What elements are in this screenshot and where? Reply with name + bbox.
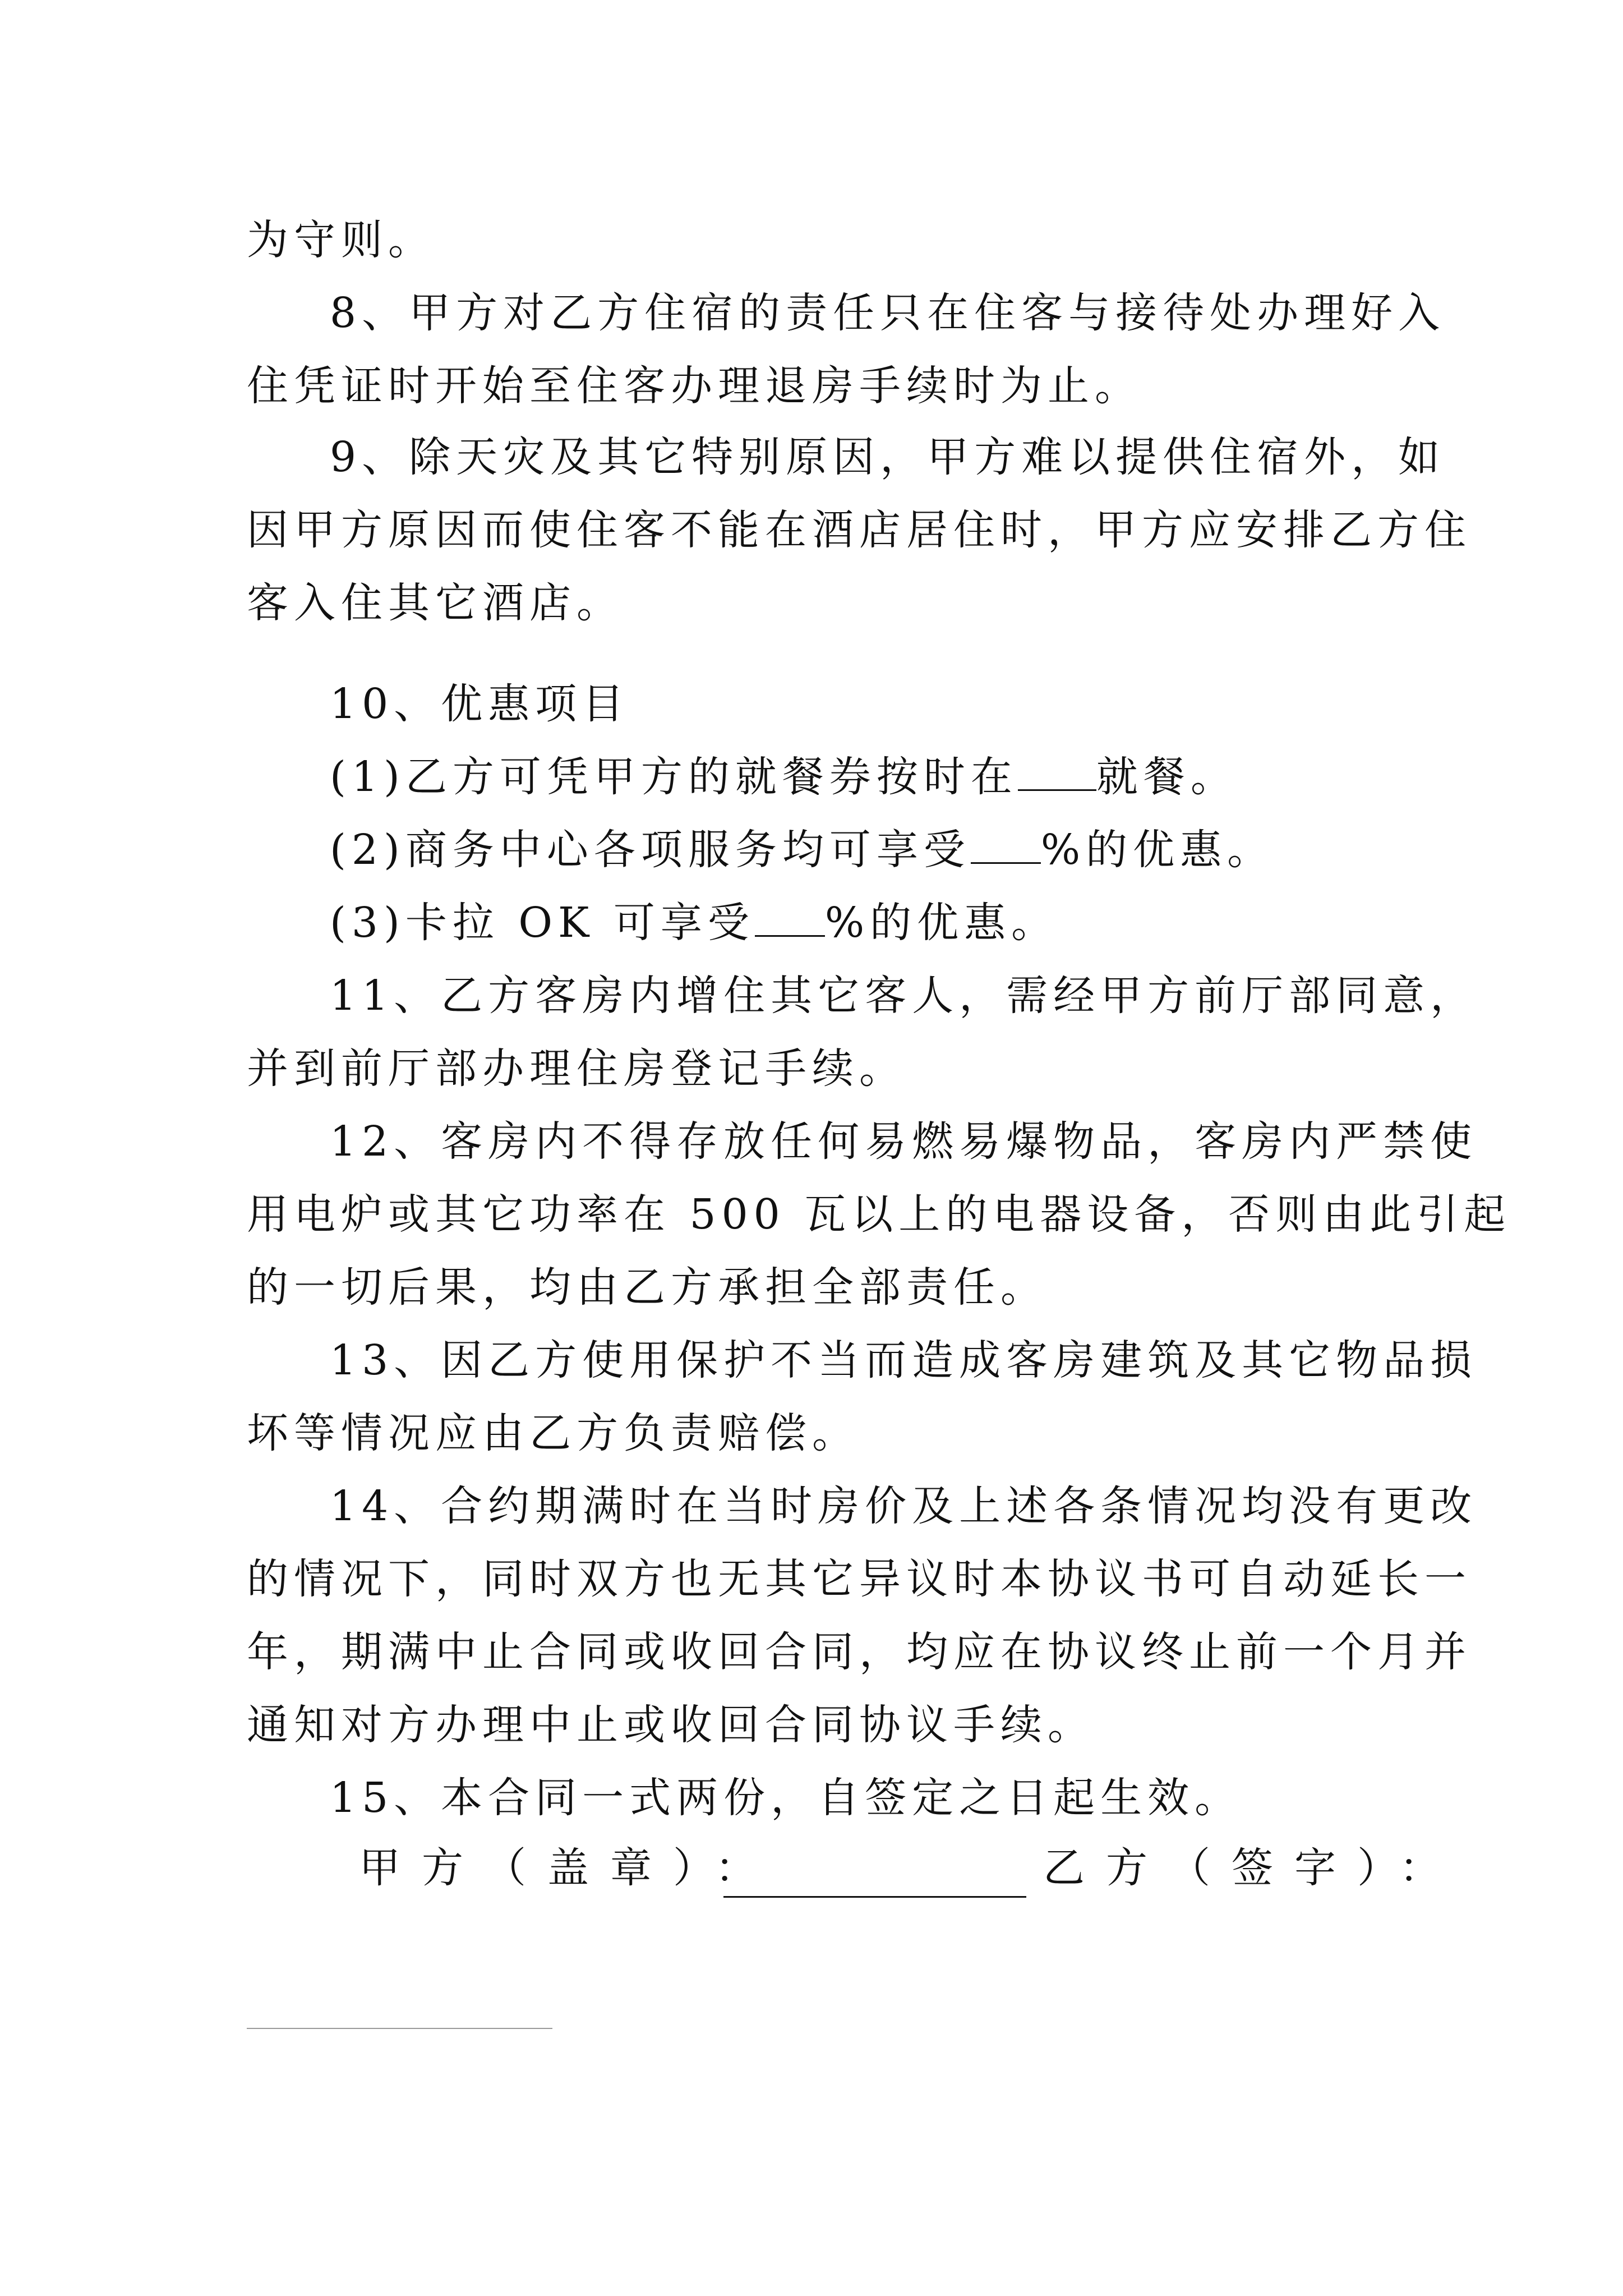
clause-7-tail: 为守则。 — [247, 216, 435, 264]
clause-9-line-3: 客入住其它酒店。 — [247, 579, 624, 627]
party-a-seal-label: 甲方（盖章）： — [359, 1844, 778, 1892]
clause-12-line-1: 12、客房内不得存放任何易燃易爆物品，客房内严禁使 — [330, 1117, 1478, 1166]
clause-14-line-2: 的情况下，同时双方也无其它异议时本协议书可自动延长一 — [247, 1555, 1472, 1603]
clause-10-item-1: (1)乙方可凭甲方的就餐券按时在 就餐。 — [247, 749, 1485, 805]
clause-14-line-4: 通知对方办理中止或收回合同协议手续。 — [247, 1701, 1095, 1749]
clause-9-line-2: 因甲方原因而使住客不能在酒店居住时，甲方应安排乙方住 — [247, 506, 1472, 554]
clause-11-line-2: 并到前厅部办理住房登记手续。 — [247, 1045, 906, 1093]
clause-8-line-2: 住凭证时开始至住客办理退房手续时为止。 — [247, 362, 1142, 410]
fill-in-blank-karaoke-discount[interactable] — [755, 896, 825, 937]
clause-10-item-3: (3)卡拉 OK 可享受 %的优惠。 — [247, 895, 1485, 951]
footnote-separator — [247, 2028, 552, 2029]
fill-in-blank-restaurant[interactable] — [1018, 750, 1096, 791]
fill-in-blank-business-discount[interactable] — [971, 823, 1041, 864]
clause-10-item-2: (2)商务中心各项服务均可享受 %的优惠。 — [247, 822, 1485, 878]
clause-15: 15、本合同一式两份，自签定之日起生效。 — [330, 1774, 1242, 1822]
clause-8-line-1: 8、甲方对乙方住宿的责任只在住客与接待处办理好入 — [330, 289, 1446, 337]
party-b-signature-label: 乙方（签字）： — [1043, 1844, 1462, 1892]
clause-14-line-3: 年，期满中止合同或收回合同，均应在协议终止前一个月并 — [247, 1628, 1472, 1676]
party-a-signature-line[interactable] — [723, 1896, 1026, 1898]
clause-10-heading: 10、优惠项目 — [330, 680, 630, 728]
clause-9-line-1: 9、除天灾及其它特别原因，甲方难以提供住宿外，如 — [330, 433, 1446, 481]
clause-13-line-2: 坏等情况应由乙方负责赔偿。 — [247, 1409, 859, 1457]
clause-14-line-1: 14、合约期满时在当时房价及上述各条情况均没有更改 — [330, 1482, 1478, 1530]
clause-13-line-1: 13、因乙方使用保护不当而造成客房建筑及其它物品损 — [330, 1336, 1478, 1384]
clause-12-line-3: 的一切后果，均由乙方承担全部责任。 — [247, 1263, 1048, 1312]
clause-11-line-1: 11、乙方客房内增住其它客人，需经甲方前厅部同意， — [330, 972, 1478, 1020]
clause-12-line-2: 用电炉或其它功率在 500 瓦以上的电器设备，否则由此引起 — [247, 1190, 1511, 1239]
